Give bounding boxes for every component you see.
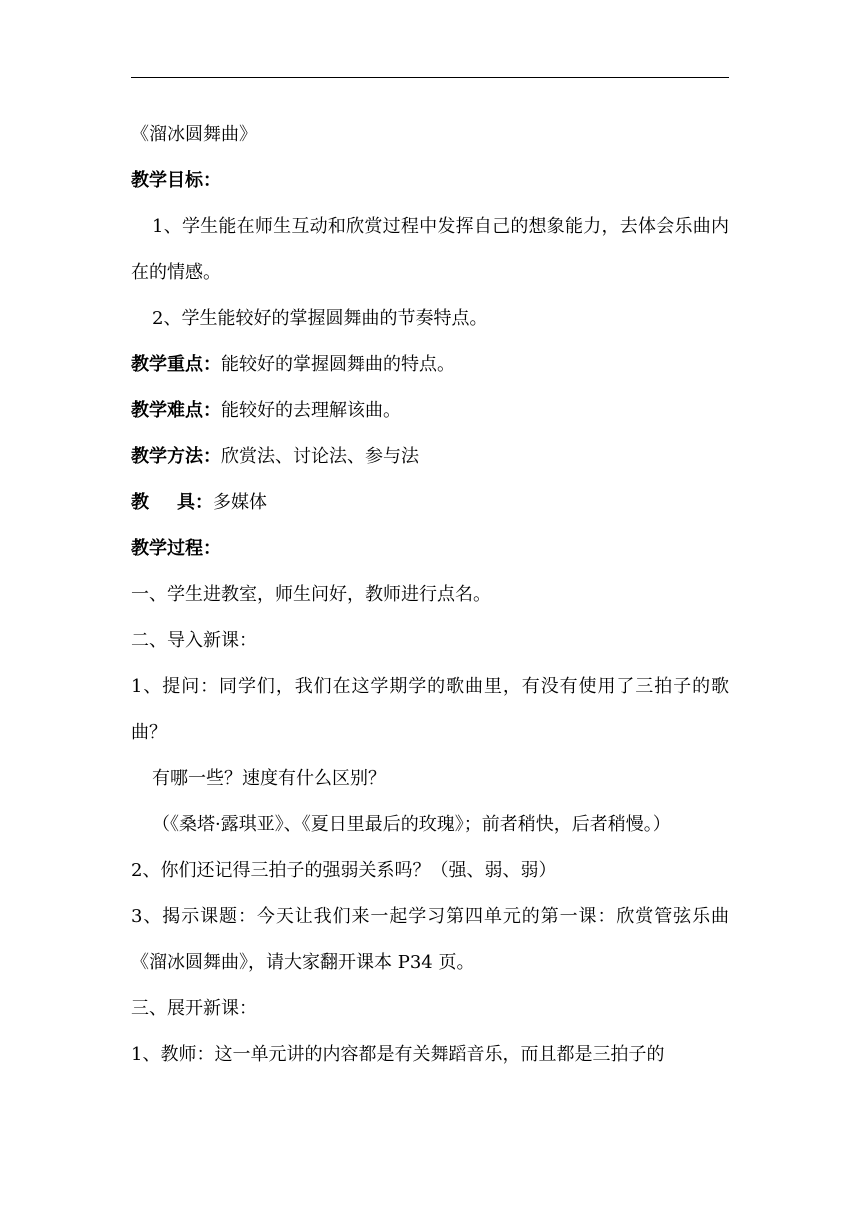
lesson-title: 《溜冰圆舞曲》 (131, 124, 257, 145)
process-step-1: 一、学生进教室，师生问好，教师进行点名。 (131, 584, 491, 605)
process-heading: 教学过程： (131, 538, 221, 559)
process-item-4: 1、教师：这一单元讲的内容都是有关舞蹈音乐，而且都是三拍子的 (131, 1044, 665, 1065)
key-point-value: 能较好的掌握圆舞曲的特点。 (221, 354, 455, 375)
process-item-1-answer: （《桑塔·露琪亚》、《夏日里最后的玫瑰》；前者稍快，后者稍慢。） (152, 814, 671, 835)
document-body (131, 112, 729, 1078)
process-step-2: 二、导入新课： (131, 630, 257, 651)
objectives-heading: 教学目标： (131, 170, 221, 191)
key-point-label: 教学重点： (131, 354, 221, 375)
process-step-3: 三、展开新课： (131, 998, 257, 1019)
process-item-3: 3、揭示课题：今天让我们来一起学习第四单元的第一课：欣赏管弦乐曲《溜冰圆舞曲》，请大家翻开课本 P34 页。 (131, 906, 729, 973)
difficulty-label: 教学难点： (131, 400, 221, 421)
objective-1: 1、学生能在师生互动和欣赏过程中发挥自己的想象能力，去体会乐曲内在的情感。 (131, 216, 729, 283)
process-item-2: 2、你们还记得三拍子的强弱关系吗？（强、弱、弱） (131, 860, 557, 881)
tools-label-first: 教 (131, 492, 149, 513)
method-row (131, 434, 729, 480)
key-point-row (131, 342, 729, 388)
tools-value: 多媒体 (213, 492, 267, 513)
process-item-1: 1、提问：同学们，我们在这学期学的歌曲里，有没有使用了三拍子的歌曲？ (131, 676, 729, 743)
tools-row (131, 480, 729, 526)
header-rule (131, 77, 729, 78)
method-value: 欣赏法、讨论法、参与法 (221, 446, 419, 467)
difficulty-value: 能较好的去理解该曲。 (221, 400, 401, 421)
tools-label-second: 具： (177, 492, 213, 513)
method-label: 教学方法： (131, 446, 221, 467)
objective-2: 2、学生能较好的掌握圆舞曲的节奏特点。 (152, 308, 488, 329)
difficulty-row (131, 388, 729, 434)
process-item-1-sub: 有哪一些？速度有什么区别？ (152, 768, 386, 789)
